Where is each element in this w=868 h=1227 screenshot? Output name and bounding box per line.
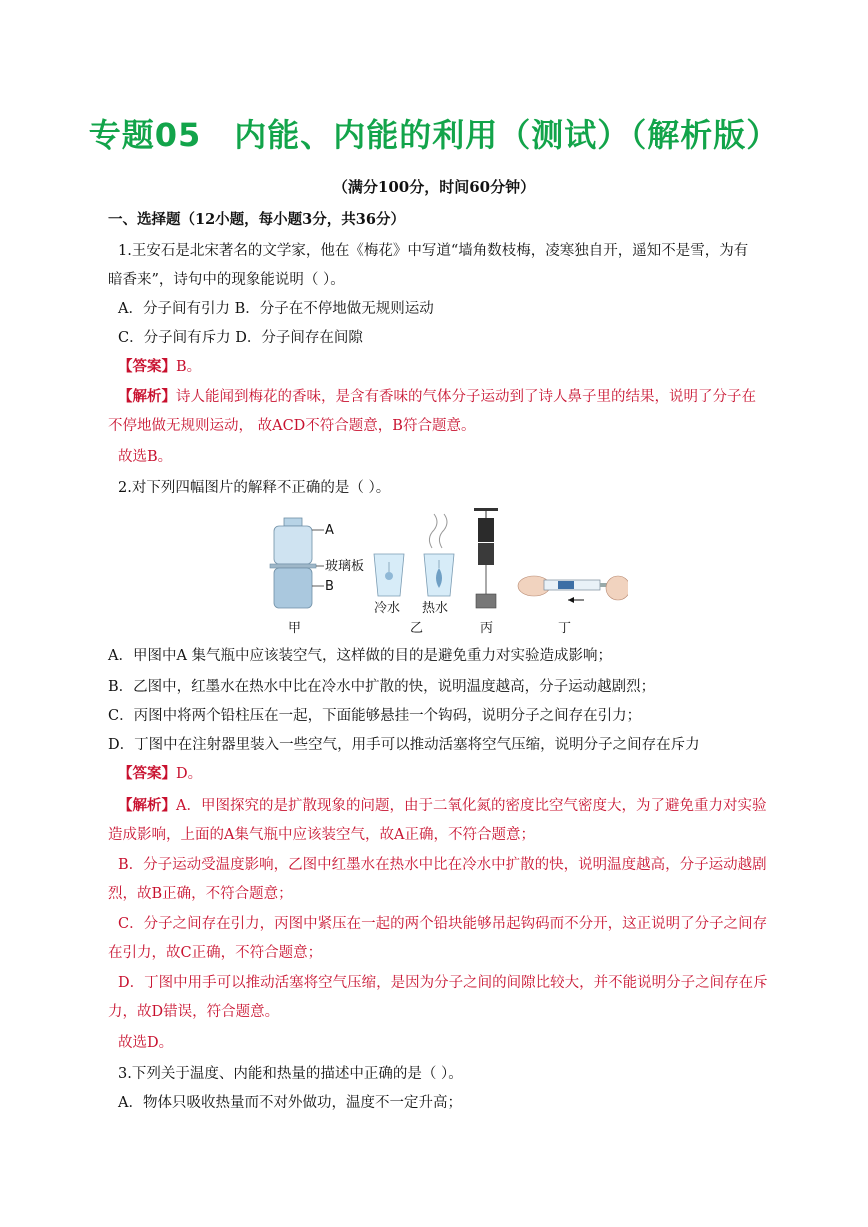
q2-analysis-a-text1: A．甲图探究的是扩散现象的问题，由于二氧化氮的密度比空气密度大，为了避免重力对实验 [176,798,767,814]
q1-stem-line2: 暗香来”，诗句中的现象能说明（ ）。 [108,272,345,288]
page-subtitle: （满分100分，时间60分钟） [332,178,536,196]
q1-answer-value: B。 [176,359,202,375]
q2-analysis-c-line2: 在引力，故C正确，不符合题意； [108,945,323,961]
q2-answer-value: D。 [176,766,203,782]
q2-analysis-b-line1: B．分子运动受温度影响，乙图中红墨水在热水中比在冷水中扩散的快，说明温度越高，分子运动越剧 [118,857,767,873]
page-title: 专题05 内能、内能的利用（测试）（解析版） [88,116,780,154]
q2-option-c: C．丙图中将两个铅柱压在一起，下面能够悬挂一个钩码，说明分子之间存在引力； [108,708,642,724]
q3-stem: 3.下列关于温度、内能和热量的描述中正确的是（ ）。 [118,1066,463,1082]
answer-label: 【答案】 [118,358,176,375]
q2-analysis-d-line1: D．丁图中用手可以推动活塞将空气压缩，是因为分子之间的间隙比较大，并不能说明分子之间存在斥 [118,975,768,991]
label-hot-water: 热水 [422,601,449,616]
q2-option-a: A．甲图中A 集气瓶中应该装空气，这样做的目的是避免重力对实验造成影响； [108,648,613,664]
label-bottle-b: B [325,579,334,594]
q2-analysis-a-line2: 造成影响，上面的A集气瓶中应该装空气，故A正确，不符合题意； [108,827,535,843]
q1-conclusion: 故选B。 [118,449,173,465]
q2-option-b: B．乙图中，红墨水在热水中比在冷水中扩散的快，说明温度越高，分子运动越剧烈； [108,679,656,695]
label-ding: 丁 [558,621,572,636]
label-bing: 丙 [480,621,494,636]
q1-answer [118,357,201,377]
q2-option-d: D．丁图中在注射器里装入一些空气，用手可以推动活塞将空气压缩，说明分子之间存在斥力 [108,737,700,753]
q1-options-line1: A．分子间有引力 B．分子在不停地做无规则运动 [118,301,434,317]
answer-label: 【答案】 [118,765,176,782]
q2-figure [268,508,628,638]
syringe-figure-ding [518,576,628,603]
label-yi: 乙 [410,621,424,636]
label-jia: 甲 [288,621,302,636]
label-glass-plate: 玻璃板 [325,559,365,574]
q2-analysis-d-line2: 力，故D错误，符合题意。 [108,1004,280,1020]
q1-analysis-line1 [118,387,756,407]
q1-options-line2: C．分子间有斥力 D．分子间存在间隙 [118,330,363,346]
q2-stem: 2.对下列四幅图片的解释不正确的是（ ）。 [118,480,391,496]
beaker-figure-yi [374,514,454,596]
section-heading: 一、选择题（12小题，每小题3分，共36分） [108,211,405,228]
lead-cylinder-figure-bing [474,508,498,608]
q2-analysis-c-line1: C．分子之间存在引力，丙图中紧压在一起的两个铅块能够吊起钩码而不分开，这正说明了分子之间存 [118,916,768,932]
q1-analysis-line2: 不停地做无规则运动， 故ACD不符合题意，B符合题意。 [108,418,476,434]
q1-analysis-text1: 诗人能闻到梅花的香味，是含有香味的气体分子运动到了诗人鼻子里的结果，说明了分子在 [176,389,756,405]
analysis-label: 【解析】 [118,388,176,405]
q2-analysis-a-line1 [118,796,766,816]
analysis-label: 【解析】 [118,797,176,814]
q1-stem-line1: 1.王安石是北宋著名的文学家，他在《梅花》中写道“墙角数枝梅，凌寒独自开，遥知不是雪，为有 [118,243,749,259]
label-cold-water: 冷水 [374,601,401,616]
q2-conclusion: 故选D。 [118,1035,174,1051]
bottle-figure-jia [270,518,324,608]
q2-figure-svg [268,508,628,638]
q2-analysis-b-line2: 烈，故B正确，不符合题意； [108,886,293,902]
q2-answer [118,764,202,784]
q3-option-a: A．物体只吸收热量而不对外做功，温度不一定升高； [118,1095,462,1111]
label-bottle-a: A [325,523,334,538]
